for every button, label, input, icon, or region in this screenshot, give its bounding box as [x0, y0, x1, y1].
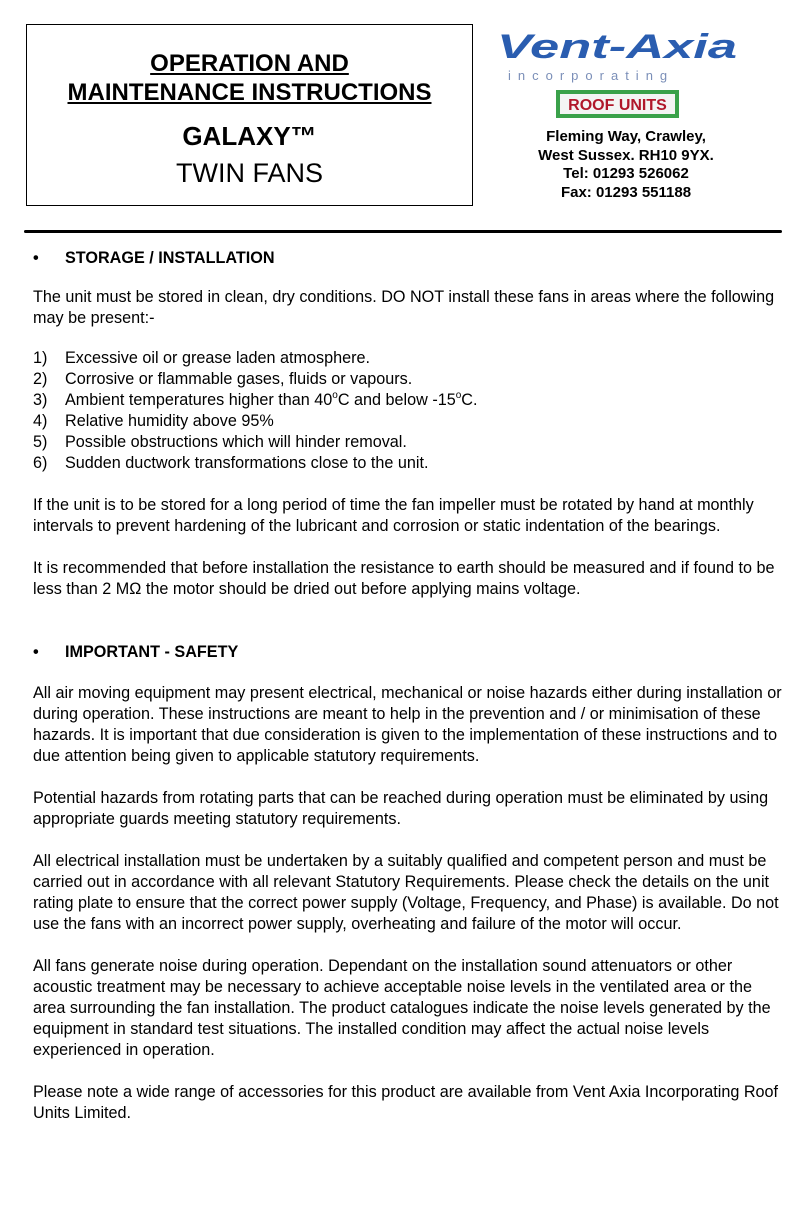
safety-paragraph: All air moving equipment may present electrical, mechanical or noise hazards either during installation or during operation. These instructions are meant to help in the prevention and / or minimisation of these hazards. It is important that due consideration is given to the implementation of these instructions and to due attention being given to applicable statutory requirements. — [33, 684, 782, 765]
list-item: 2) Corrosive or flammable gases, fluids or vapours. — [33, 370, 413, 388]
product-name: GALAXY™ — [182, 121, 317, 151]
document-title-line2: MAINTENANCE INSTRUCTIONS — [67, 79, 432, 106]
hazard-list — [33, 348, 785, 474]
bullet-icon: • — [33, 249, 39, 267]
list-item: 4) Relative humidity above 95% — [33, 412, 274, 430]
safety-paragraph: Potential hazards from rotating parts that can be reached during operation must be eliminated by using appropriate guards meeting statutory requirements. — [33, 789, 769, 828]
list-item: 6) Sudden ductwork transformations close to the unit. — [33, 454, 429, 472]
storage-heading-text: STORAGE / INSTALLATION — [65, 249, 275, 267]
address-fax: Fax: 01293 551188 — [560, 183, 692, 201]
title-box — [26, 24, 473, 206]
logo-division-text: ROOF UNITS — [568, 97, 667, 114]
safety-heading-text: IMPORTANT - SAFETY — [65, 643, 239, 661]
bullet-icon: • — [33, 643, 39, 661]
safety-heading — [33, 642, 785, 663]
safety-paragraph: Please note a wide range of accessories for this product are available from Vent Axia Incorporating Roof Units Limited. — [33, 1083, 779, 1122]
document-body — [33, 248, 785, 1124]
company-address — [520, 128, 732, 202]
list-item: 5) Possible obstructions which will hinder removal. — [33, 433, 407, 451]
vent-axia-logo — [494, 28, 744, 123]
earth-resistance-paragraph: It is recommended that before installation the resistance to earth should be measured and if found to be less than 2 MΩ the motor should be dried out before applying mains voltage. — [33, 559, 775, 598]
storage-intro: The unit must be stored in clean, dry conditions. DO NOT install these fans in areas where the following may be present:- — [33, 288, 775, 327]
safety-paragraph: All fans generate noise during operation. Dependant on the installation sound attenuators or other acoustic treatment may be necessary to achieve acceptable noise levels in the ventilated area or the area surrounding the fan installation. The product catalogues indicate the noise levels generated by the equipment in standard test situations. The installed condition may affect the actual noise levels experienced in operation. — [33, 957, 771, 1059]
logo-brand-text: Vent-Axia — [497, 28, 737, 66]
header-divider — [24, 230, 782, 233]
logo-tagline-text: incorporating — [508, 68, 675, 83]
product-type: TWIN FANS — [176, 158, 323, 188]
storage-heading — [33, 248, 785, 269]
address-tel: Tel: 01293 526062 — [563, 165, 689, 182]
list-item: 3) Ambient temperatures higher than 40$^o$C and below -15$^o$C. — [33, 389, 478, 409]
safety-paragraph: All electrical installation must be undertaken by a suitably qualified and competent person and must be carried out in accordance with all relevant Statutory Requirements. Please check the details on the unit rating plate to ensure that the correct power supply (Voltage, Frequency, and Phase) is available. Do not use the fans with an incorrect power supply, overheating and failure of the motor will occur. — [33, 852, 779, 933]
document-title-line1: OPERATION AND — [150, 50, 349, 77]
address-line1: Fleming Way, Crawley, — [546, 128, 706, 145]
list-item: 1) Excessive oil or grease laden atmosphere. — [33, 349, 371, 367]
address-line2: West Sussex. RH10 9YX. — [538, 146, 714, 164]
storage-paragraph: If the unit is to be stored for a long period of time the fan impeller must be rotated by hand at monthly intervals to prevent hardening of the lubricant and corrosion or static indentation of the bearings. — [33, 496, 754, 535]
